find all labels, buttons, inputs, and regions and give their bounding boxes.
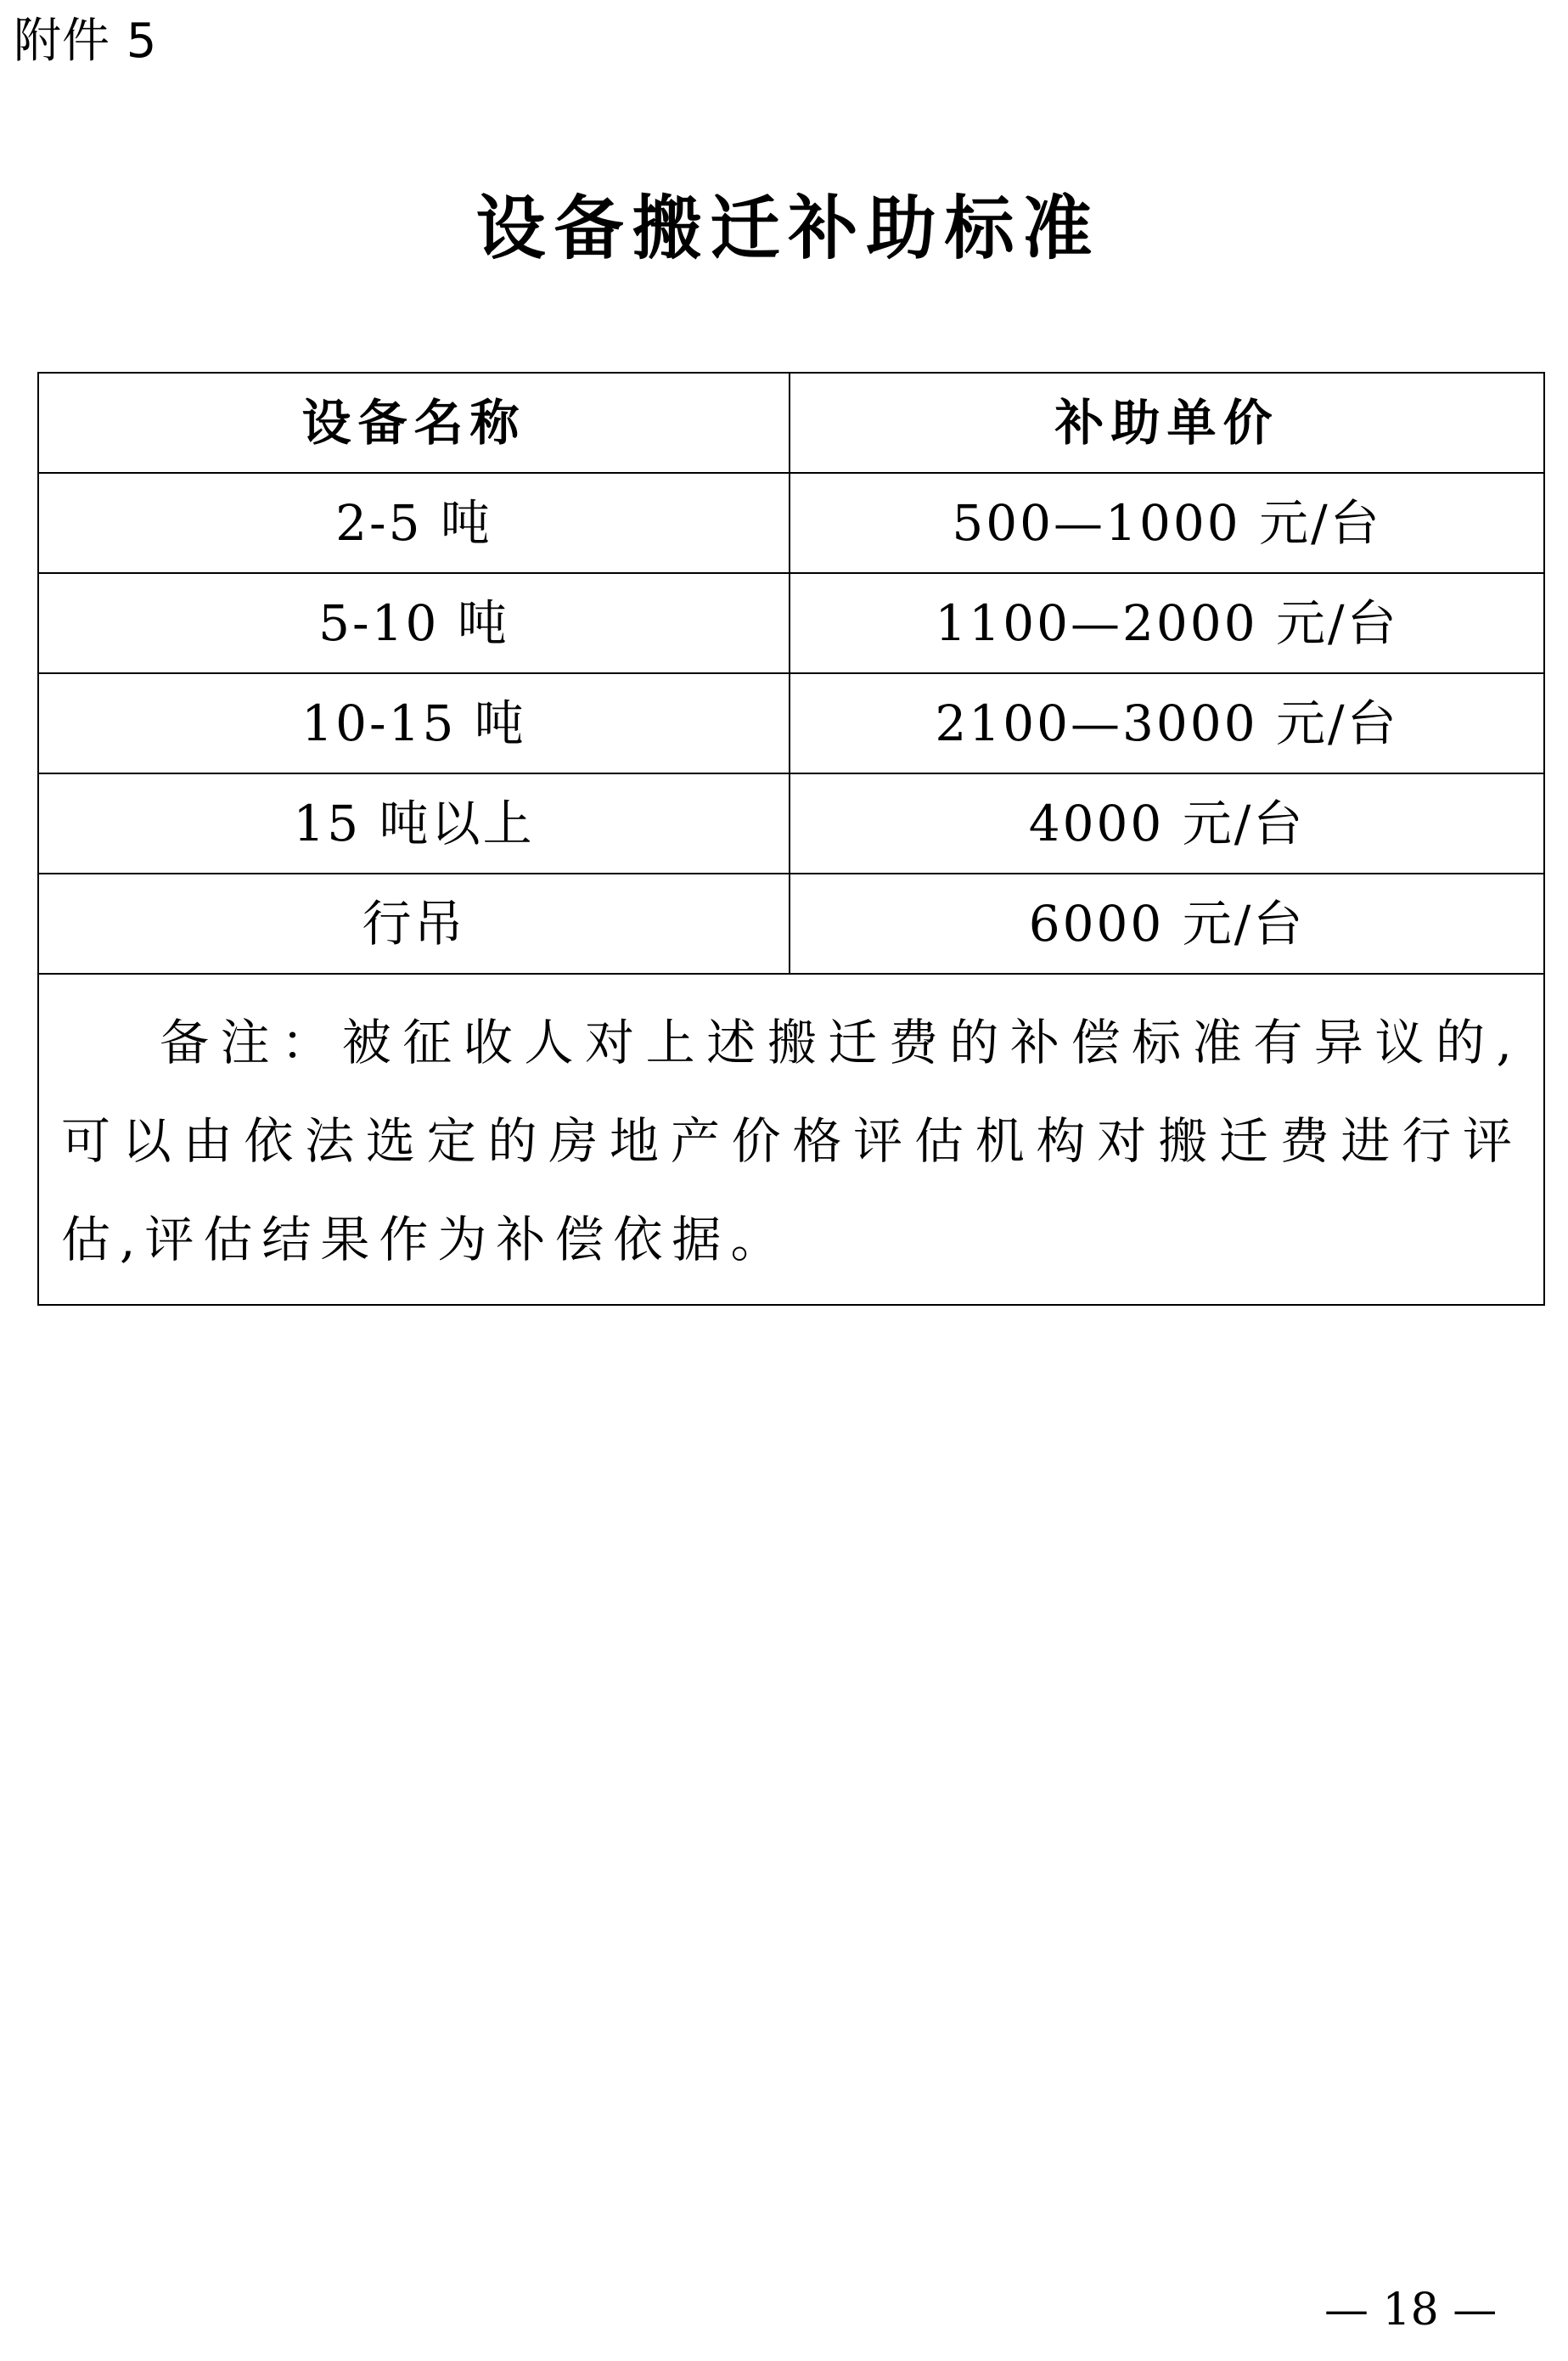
table-row — [38, 773, 1544, 874]
equipment-name-cell: 5-10 吨 — [38, 573, 790, 673]
unit-price-cell: 4000 元/台 — [790, 773, 1544, 874]
header-equipment-name: 设备名称 — [38, 373, 790, 473]
table-note-row — [38, 974, 1544, 1305]
table-row — [38, 573, 1544, 673]
unit-price-cell: 500—1000 元/台 — [790, 473, 1544, 573]
equipment-name-cell: 行吊 — [38, 874, 790, 974]
equipment-name-cell: 2-5 吨 — [38, 473, 790, 573]
equipment-name-cell: 10-15 吨 — [38, 673, 790, 773]
unit-price-cell: 2100—3000 元/台 — [790, 673, 1544, 773]
header-unit-price: 补助单价 — [790, 373, 1544, 473]
table-row — [38, 874, 1544, 974]
unit-price-cell: 6000 元/台 — [790, 874, 1544, 974]
document-title: 设备搬迁补助标准 — [475, 188, 1101, 269]
attachment-label: 附件 5 — [14, 14, 158, 69]
table-header-row — [38, 373, 1544, 473]
note-text: 备注：被征收人对上述搬迁费的补偿标准有异议的,可以由依法选定的房地产价格评估机构对搬迁费进行评估,评估结果作为补偿依据。 — [61, 1014, 1521, 1268]
table-row — [38, 473, 1544, 573]
note-cell — [38, 974, 1544, 1305]
table-row — [38, 673, 1544, 773]
unit-price-cell: 1100—2000 元/台 — [790, 573, 1544, 673]
subsidy-standard-table — [37, 372, 1545, 1306]
subsidy-table — [37, 372, 1543, 1306]
page-number: — 18 — — [1324, 2285, 1498, 2336]
equipment-name-cell: 15 吨以上 — [38, 773, 790, 874]
